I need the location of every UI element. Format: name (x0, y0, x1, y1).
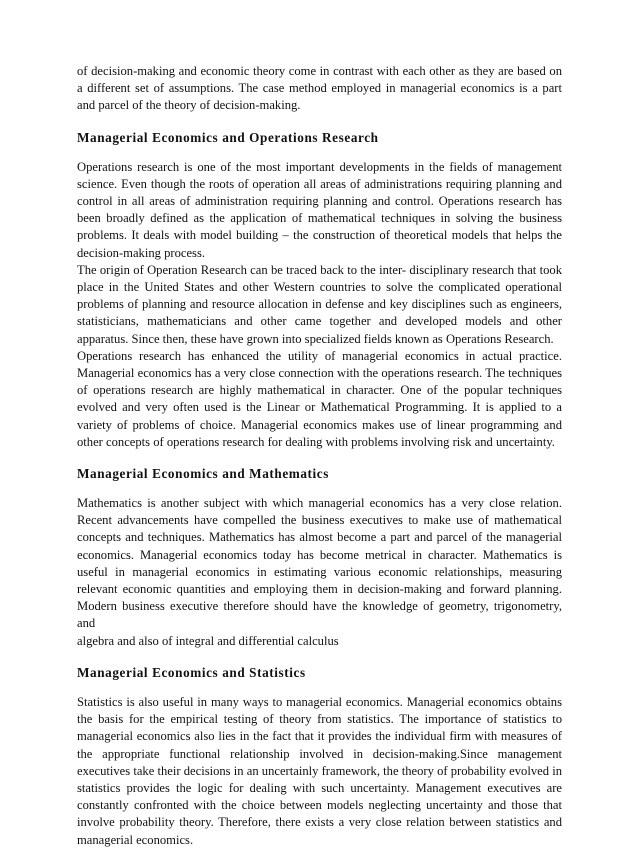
section-heading-mathematics: Managerial Economics and Mathematics (77, 466, 329, 482)
mathematics-paragraph-2: algebra and also of integral and differential calculus (77, 633, 339, 648)
document-page (77, 63, 562, 849)
operations-research-paragraph-3: Operations research has enhanced the utility of managerial economics in actual practice. Managerial economics has a very close connection with the operations research. The techniques of operations research are highly mathematical in character. One of the popular techniques evolved and very often used is the Linear or Mathematical Programming. It is applied to a variety of problems of choice. Managerial economics makes use of linear programming and other concepts of operations research for dealing with problems involving risk and uncertainty. (77, 348, 562, 449)
statistics-paragraph-1: Statistics is also useful in many ways to managerial economics. Managerial economics obtains the basis for the empirical testing of theory from statistics. The importance of statistics to managerial economics also lies in the fact that it provides the individual firm with measures of the appropriate functional relationship involved in decision-making.Since management executives take their decisions in an uncertainly framework, the theory of probability evolved in statistics provides the logic for dealing with such uncertainty. Management executives are constantly confronted with the choice between models neglecting uncertainty and those that involve probability theory. Therefore, there exists a very close relation between statistics and managerial economics. (77, 694, 562, 847)
operations-research-paragraph-2: The origin of Operation Research can be traced back to the inter- disciplinary research that took place in the United States and other Western countries to solve the complicated operational problems of planning and resource allocation in defense and key disciplines such as engineers, statisticians, mathematicians and other came together and developed models and other apparatus. Since then, these have grown into specialized fields known as Operations Research. (77, 262, 562, 346)
section-heading-operations-research: Managerial Economics and Operations Research (77, 129, 379, 145)
operations-research-paragraph-1: Operations research is one of the most important developments in the fields of management science. Even though the roots of operation all areas of administrations requiring planning and control in all areas of administration requiring planning and control. Operations research has been broadly defined as the application of mathematical techniques in solving the business problems. It deals with model building – the construction of theoretical models that helps the decision-making process. (77, 159, 562, 260)
section-heading-statistics: Managerial Economics and Statistics (77, 664, 306, 680)
mathematics-paragraph-1: Mathematics is another subject with which managerial economics has a very close relation. Recent advancements have compelled the business executives to make use of mathematical concepts and techniques. Mathematics has almost become a part and parcel of the managerial economics. Managerial economics today has become metrical in character. Mathematics is useful in managerial economics in estimating various economic relationships, measuring relevant economic quantities and employing them in decision-making and forward planning. Modern business executive therefore should have the knowledge of geometry, trigonometry, and (77, 496, 562, 631)
intro-paragraph: of decision-making and economic theory come in contrast with each other as they are based on a different set of assumptions. The case method employed in managerial economics is a part and parcel of the theory of decision-making. (77, 64, 562, 113)
